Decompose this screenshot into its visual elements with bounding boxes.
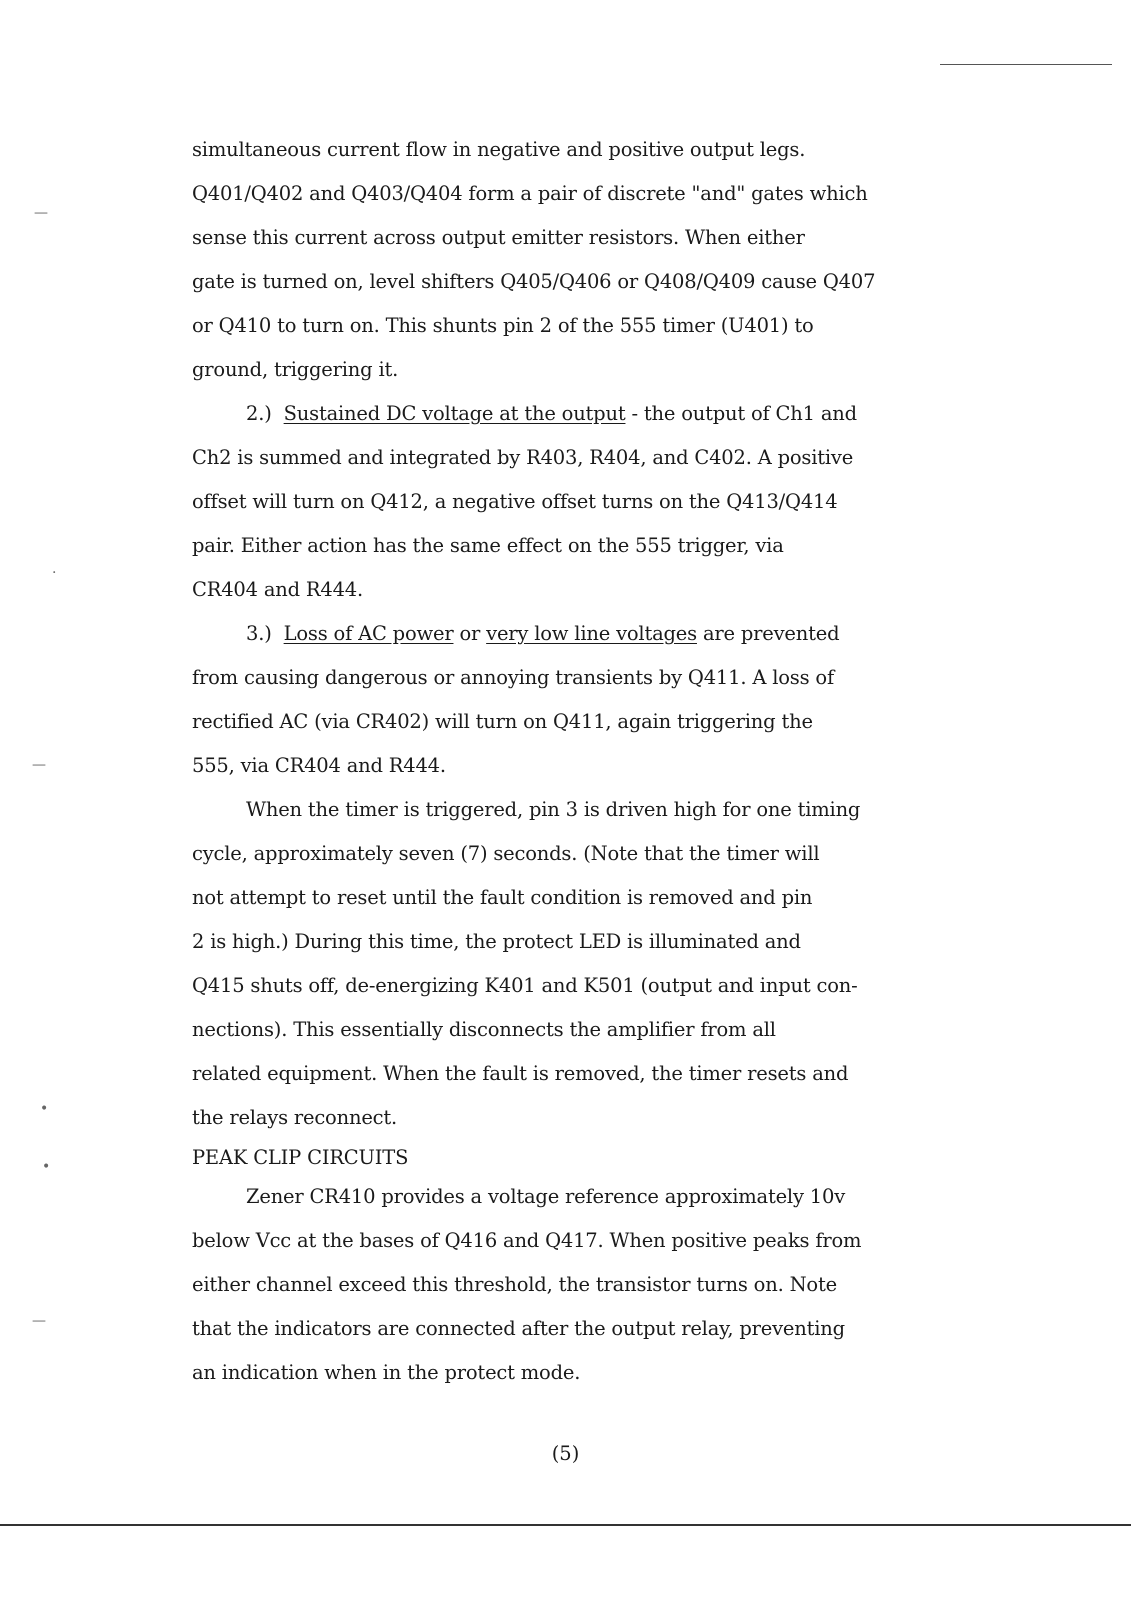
margin-mark: • bbox=[40, 1101, 49, 1117]
text-line: sense this current across output emitter resistors. When either bbox=[192, 226, 805, 249]
text-line: Q415 shuts off, de-energizing K401 and K501 (output and input con- bbox=[192, 974, 858, 997]
item-title: Sustained DC voltage at the output bbox=[283, 402, 626, 425]
text-line: or Q410 to turn on. This shunts pin 2 of the 555 timer (U401) to bbox=[192, 314, 814, 337]
margin-mark: — bbox=[32, 1313, 46, 1329]
margin-mark: — bbox=[34, 205, 48, 221]
body-text bbox=[192, 128, 962, 1176]
margin-mark: — bbox=[32, 757, 46, 773]
text-line: simultaneous current flow in negative and positive output legs. bbox=[192, 138, 806, 161]
text-line: from causing dangerous or annoying transients by Q411. A loss of bbox=[192, 666, 834, 689]
margin-mark: • bbox=[42, 1159, 51, 1175]
text-line: ground, triggering it. bbox=[192, 358, 399, 381]
text-line: that the indicators are connected after the output relay, preventing bbox=[192, 1317, 845, 1340]
item-title: very low line voltages bbox=[486, 622, 697, 645]
text-line: the relays reconnect. bbox=[192, 1106, 398, 1129]
item-text: - the output of Ch1 and bbox=[625, 402, 857, 425]
text-line: Q401/Q402 and Q403/Q404 form a pair of discrete "and" gates which bbox=[192, 182, 868, 205]
item-number: 2.) bbox=[246, 402, 272, 425]
item-number: 3.) bbox=[246, 622, 272, 645]
bottom-rule bbox=[0, 1524, 1131, 1526]
text-line: Zener CR410 provides a voltage reference approximately 10v bbox=[246, 1185, 846, 1208]
text-line: not attempt to reset until the fault condition is removed and pin bbox=[192, 886, 813, 909]
text-line: Ch2 is summed and integrated by R403, R404, and C402. A positive bbox=[192, 446, 854, 469]
text-line: pair. Either action has the same effect on the 555 trigger, via bbox=[192, 534, 784, 557]
item-text: are prevented bbox=[696, 622, 840, 645]
text-line: When the timer is triggered, pin 3 is driven high for one timing bbox=[246, 798, 861, 821]
item-connector: or bbox=[453, 622, 487, 645]
peak-clip-section bbox=[192, 1175, 962, 1395]
text-line: offset will turn on Q412, a negative offset turns on the Q413/Q414 bbox=[192, 490, 838, 513]
page-number: (5) bbox=[551, 1442, 580, 1465]
margin-mark: · bbox=[52, 565, 57, 581]
text-line: rectified AC (via CR402) will turn on Q411, again triggering the bbox=[192, 710, 813, 733]
top-rule bbox=[940, 64, 1112, 65]
text-line: 2 is high.) During this time, the protect LED is illuminated and bbox=[192, 930, 801, 953]
section-heading: PEAK CLIP CIRCUITS bbox=[192, 1146, 409, 1169]
text-line: gate is turned on, level shifters Q405/Q406 or Q408/Q409 cause Q407 bbox=[192, 270, 876, 293]
text-line: cycle, approximately seven (7) seconds. (Note that the timer will bbox=[192, 842, 820, 865]
list-item-3 bbox=[192, 612, 962, 656]
text-line: an indication when in the protect mode. bbox=[192, 1361, 581, 1384]
text-line: 555, via CR404 and R444. bbox=[192, 754, 446, 777]
text-line: CR404 and R444. bbox=[192, 578, 363, 601]
text-line: related equipment. When the fault is removed, the timer resets and bbox=[192, 1062, 849, 1085]
text-line: nections). This essentially disconnects the amplifier from all bbox=[192, 1018, 776, 1041]
text-line: either channel exceed this threshold, the transistor turns on. Note bbox=[192, 1273, 837, 1296]
list-item-2 bbox=[192, 392, 962, 436]
item-title: Loss of AC power bbox=[283, 622, 454, 645]
text-line: below Vcc at the bases of Q416 and Q417. When positive peaks from bbox=[192, 1229, 862, 1252]
